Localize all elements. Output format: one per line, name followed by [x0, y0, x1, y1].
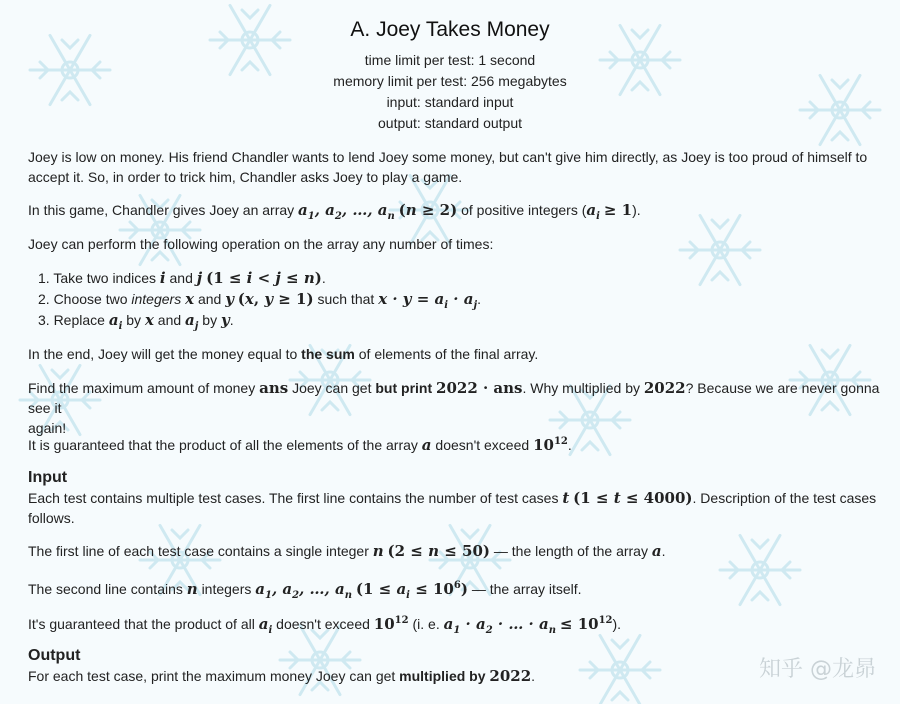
memory-limit: memory limit per test: 256 megabytes [333, 73, 567, 89]
input-paragraph-2: The first line of each test case contains a single integer n (2 ≤ n ≤ 50) — the length of the array a. [28, 542, 666, 560]
input-file: input: standard input [386, 94, 514, 110]
input-heading: Input [28, 469, 68, 486]
problem-title: A. Joey Takes Money [350, 18, 550, 41]
statement-paragraph-1: Joey is low on money. His friend Chandler wants to lend Joey some money, but can't give him directly, as Joey is too proud of himself to accept it. So, in order to trick him, Chandler asks Joey to play a game. [28, 149, 868, 185]
statement-paragraph-3: Joey can perform the following operation on the array any number of times: [28, 236, 494, 252]
output-heading: Output [28, 647, 81, 664]
operation-3: 3. Replace $a_i$ by x and $a_j$ by y. [38, 311, 234, 332]
operation-2: 2. Choose two integers x and y (x, y ≥ 1) such that $x \cdot y = a_i \cdot a_j$. [38, 290, 481, 311]
statement-paragraph-4: In the end, Joey will get the money equal to the sum of elements of the final array. [28, 346, 539, 362]
input-paragraph-4: It's guaranteed that the product of all $a_i$ doesn't exceed $10^{12}$ (i. e. $a_1 \cdot a_2$ · … · $a_n \le 10^{12}$). [28, 615, 622, 636]
statement-paragraph-6: It is guaranteed that the product of all the elements of the array a doesn't exceed $10^{12}$. [28, 436, 572, 454]
operation-1: 1. Take two indices i and j (1 ≤ i < j ≤ n). [38, 269, 326, 287]
output-paragraph-1: For each test case, print the maximum money Joey can get multiplied by 2022. [28, 667, 536, 685]
input-paragraph-3: The second line contains n integers $a_1$, $a_2$, …, $a_n$ $(1 \le a_i \le 10^6)$ — the array itself. [28, 580, 582, 601]
input-paragraph-1: Each test contains multiple test cases. The first line contains the number of test cases t (1 ≤ t ≤ 4000). Description of the test cases follows. [28, 489, 877, 526]
time-limit: time limit per test: 1 second [364, 52, 536, 68]
watermark: 知乎 @龙昴 [759, 657, 876, 682]
output-file: output: standard output [378, 115, 522, 131]
statement-paragraph-5: Find the maximum amount of money ans Joey can get but print 2022 · ans. Why multiplied by 2022? Because we are never gonna see it again! [28, 379, 880, 436]
statement-paragraph-2: In this game, Chandler gives Joey an array $a_1$, $a_2$, …, $a_n$ (n ≥ 2) of positive integers $(a_i \ge 1)$. [28, 201, 641, 222]
